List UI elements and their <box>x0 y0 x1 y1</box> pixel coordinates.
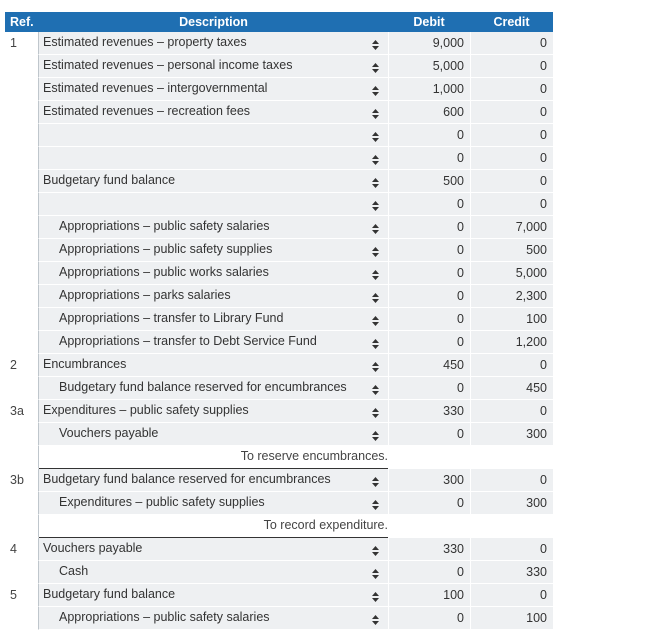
account-name: Estimated revenues – intergovernmental <box>43 81 268 95</box>
up-down-arrows-icon[interactable] <box>372 384 379 394</box>
debit-input[interactable]: 0 <box>388 239 470 262</box>
debit-input[interactable]: 0 <box>388 492 470 515</box>
account-name: Budgetary fund balance reserved for encumbrances <box>59 380 347 394</box>
account-select[interactable] <box>39 492 388 515</box>
debit-input[interactable]: 330 <box>388 538 470 561</box>
empty-cell <box>470 446 553 469</box>
up-down-arrows-icon[interactable] <box>372 108 379 118</box>
up-down-arrows-icon[interactable] <box>372 154 379 164</box>
journal-row <box>5 607 553 630</box>
up-down-arrows-icon[interactable] <box>372 430 379 440</box>
debit-input[interactable]: 0 <box>388 124 470 147</box>
account-name: Appropriations – public works salaries <box>59 265 269 279</box>
account-select[interactable] <box>39 193 388 216</box>
account-select[interactable] <box>39 377 388 400</box>
credit-input[interactable]: 0 <box>470 32 553 55</box>
credit-input[interactable]: 0 <box>470 193 553 216</box>
credit-input[interactable]: 1,200 <box>470 331 553 354</box>
debit-input[interactable]: 0 <box>388 147 470 170</box>
up-down-arrows-icon[interactable] <box>372 246 379 256</box>
ref-cell <box>5 262 39 285</box>
credit-input[interactable]: 0 <box>470 538 553 561</box>
credit-input[interactable]: 100 <box>470 308 553 331</box>
up-down-arrows-icon[interactable] <box>372 200 379 210</box>
account-select[interactable] <box>39 423 388 446</box>
account-select[interactable] <box>39 147 388 170</box>
account-select[interactable] <box>39 78 388 101</box>
account-select[interactable] <box>39 561 388 584</box>
ref-cell <box>5 561 39 584</box>
ref-cell <box>5 239 39 262</box>
debit-input[interactable]: 0 <box>388 262 470 285</box>
account-select[interactable] <box>39 55 388 78</box>
debit-input[interactable]: 0 <box>388 308 470 331</box>
credit-input[interactable]: 330 <box>470 561 553 584</box>
debit-input[interactable]: 500 <box>388 170 470 193</box>
up-down-arrows-icon[interactable] <box>372 361 379 371</box>
journal-row <box>5 147 553 170</box>
account-select[interactable] <box>39 285 388 308</box>
up-down-arrows-icon[interactable] <box>372 407 379 417</box>
up-down-arrows-icon[interactable] <box>372 62 379 72</box>
debit-input[interactable]: 5,000 <box>388 55 470 78</box>
credit-input[interactable]: 0 <box>470 400 553 423</box>
journal-note: To reserve encumbrances. <box>240 449 388 463</box>
account-name: Budgetary fund balance reserved for encumbrances <box>43 472 331 486</box>
empty-cell <box>388 446 470 469</box>
credit-input[interactable]: 300 <box>470 423 553 446</box>
account-select[interactable] <box>39 469 388 492</box>
journal-row <box>5 331 553 354</box>
up-down-arrows-icon[interactable] <box>372 223 379 233</box>
debit-input[interactable]: 300 <box>388 469 470 492</box>
up-down-arrows-icon[interactable] <box>372 131 379 141</box>
account-select[interactable] <box>39 101 388 124</box>
credit-input[interactable]: 0 <box>470 124 553 147</box>
debit-input[interactable]: 0 <box>388 561 470 584</box>
journal-row <box>5 55 553 78</box>
debit-input[interactable]: 0 <box>388 423 470 446</box>
journal-row <box>5 78 553 101</box>
account-select[interactable] <box>39 239 388 262</box>
journal-row <box>5 492 553 515</box>
account-select[interactable] <box>39 607 388 630</box>
ref-cell: 1 <box>5 32 39 55</box>
credit-input[interactable]: 0 <box>470 170 553 193</box>
account-select[interactable] <box>39 124 388 147</box>
account-select[interactable] <box>39 32 388 55</box>
ref-cell: 2 <box>5 354 39 377</box>
account-select[interactable] <box>39 538 388 561</box>
ref-cell: 3b <box>5 469 39 492</box>
ref-cell <box>5 331 39 354</box>
up-down-arrows-icon[interactable] <box>372 568 379 578</box>
col-header-ref: Ref. <box>5 12 39 32</box>
account-name: Budgetary fund balance <box>43 173 176 187</box>
ref-cell <box>5 55 39 78</box>
account-name: Cash <box>59 564 89 578</box>
col-header-credit: Credit <box>470 12 553 32</box>
debit-input[interactable]: 1,000 <box>388 78 470 101</box>
credit-input[interactable]: 450 <box>470 377 553 400</box>
account-name: Expenditures – public safety supplies <box>43 403 249 417</box>
journal-row <box>5 101 553 124</box>
empty-cell <box>470 515 553 538</box>
ref-cell <box>5 216 39 239</box>
journal-row <box>5 124 553 147</box>
account-select[interactable] <box>39 216 388 239</box>
account-name: Appropriations – transfer to Library Fund <box>59 311 284 325</box>
journal-row <box>5 423 553 446</box>
journal-row <box>5 285 553 308</box>
col-header-description: Description <box>39 12 388 32</box>
ref-cell <box>5 285 39 308</box>
debit-input[interactable]: 600 <box>388 101 470 124</box>
ref-cell: 3a <box>5 400 39 423</box>
up-down-arrows-icon[interactable] <box>372 614 379 624</box>
journal-entry-table <box>5 12 553 630</box>
journal-row <box>5 193 553 216</box>
ref-cell <box>5 193 39 216</box>
journal-note: To record expenditure. <box>263 518 388 532</box>
up-down-arrows-icon[interactable] <box>372 177 379 187</box>
debit-input[interactable]: 450 <box>388 354 470 377</box>
account-select[interactable] <box>39 170 388 193</box>
up-down-arrows-icon[interactable] <box>372 591 379 601</box>
journal-row <box>5 308 553 331</box>
credit-input[interactable]: 0 <box>470 55 553 78</box>
credit-input[interactable]: 100 <box>470 607 553 630</box>
debit-input[interactable]: 0 <box>388 285 470 308</box>
ref-cell <box>5 78 39 101</box>
ref-cell <box>5 377 39 400</box>
account-name: Appropriations – public safety supplies <box>59 242 273 256</box>
empty-cell <box>388 515 470 538</box>
account-name: Appropriations – public safety salaries <box>59 219 270 233</box>
journal-row <box>5 170 553 193</box>
journal-row <box>5 262 553 285</box>
account-select[interactable] <box>39 354 388 377</box>
journal-row <box>5 584 553 607</box>
ref-cell <box>5 607 39 630</box>
ref-cell <box>5 492 39 515</box>
ref-cell <box>5 147 39 170</box>
account-name: Appropriations – public safety salaries <box>59 610 270 624</box>
debit-input[interactable]: 0 <box>388 377 470 400</box>
journal-row <box>5 469 553 492</box>
debit-input[interactable]: 100 <box>388 584 470 607</box>
up-down-arrows-icon[interactable] <box>372 545 379 555</box>
up-down-arrows-icon[interactable] <box>372 292 379 302</box>
credit-input[interactable]: 7,000 <box>470 216 553 239</box>
account-name: Vouchers payable <box>43 541 143 555</box>
journal-note-row <box>5 515 553 538</box>
journal-note-row <box>5 446 553 469</box>
up-down-arrows-icon[interactable] <box>372 338 379 348</box>
account-select[interactable] <box>39 308 388 331</box>
credit-input[interactable]: 0 <box>470 101 553 124</box>
header-row <box>5 12 553 32</box>
credit-input[interactable]: 5,000 <box>470 262 553 285</box>
journal-row <box>5 239 553 262</box>
ref-cell: 5 <box>5 584 39 607</box>
ref-cell <box>5 170 39 193</box>
note-cell <box>39 515 388 538</box>
journal-row <box>5 377 553 400</box>
account-name: Estimated revenues – property taxes <box>43 35 247 49</box>
journal-row <box>5 561 553 584</box>
account-name: Estimated revenues – recreation fees <box>43 104 251 118</box>
account-select[interactable] <box>39 262 388 285</box>
debit-input[interactable]: 0 <box>388 607 470 630</box>
ref-cell <box>5 515 39 538</box>
up-down-arrows-icon[interactable] <box>372 499 379 509</box>
account-name: Vouchers payable <box>59 426 159 440</box>
up-down-arrows-icon[interactable] <box>372 476 379 486</box>
debit-input[interactable]: 0 <box>388 193 470 216</box>
journal-row <box>5 354 553 377</box>
ref-cell <box>5 124 39 147</box>
up-down-arrows-icon[interactable] <box>372 39 379 49</box>
credit-input[interactable]: 0 <box>470 147 553 170</box>
account-name: Appropriations – parks salaries <box>59 288 231 302</box>
account-select[interactable] <box>39 331 388 354</box>
debit-input[interactable]: 0 <box>388 216 470 239</box>
account-name: Budgetary fund balance <box>43 587 176 601</box>
account-name: Expenditures – public safety supplies <box>59 495 265 509</box>
credit-input[interactable]: 0 <box>470 584 553 607</box>
account-name: Appropriations – transfer to Debt Service Fund <box>59 334 317 348</box>
debit-input[interactable]: 9,000 <box>388 32 470 55</box>
credit-input[interactable]: 0 <box>470 469 553 492</box>
journal-row <box>5 216 553 239</box>
account-name: Encumbrances <box>43 357 127 371</box>
ref-cell <box>5 423 39 446</box>
up-down-arrows-icon[interactable] <box>372 315 379 325</box>
up-down-arrows-icon[interactable] <box>372 269 379 279</box>
journal-row <box>5 538 553 561</box>
ref-cell <box>5 308 39 331</box>
account-select[interactable] <box>39 400 388 423</box>
debit-input[interactable]: 330 <box>388 400 470 423</box>
up-down-arrows-icon[interactable] <box>372 85 379 95</box>
credit-input[interactable]: 500 <box>470 239 553 262</box>
account-select[interactable] <box>39 584 388 607</box>
note-cell <box>39 446 388 469</box>
credit-input[interactable]: 0 <box>470 78 553 101</box>
journal-row <box>5 32 553 55</box>
debit-input[interactable]: 0 <box>388 331 470 354</box>
ref-cell: 4 <box>5 538 39 561</box>
journal-row <box>5 400 553 423</box>
col-header-debit: Debit <box>388 12 470 32</box>
account-name: Estimated revenues – personal income taxes <box>43 58 293 72</box>
credit-input[interactable]: 0 <box>470 354 553 377</box>
ref-cell <box>5 101 39 124</box>
credit-input[interactable]: 300 <box>470 492 553 515</box>
ref-cell <box>5 446 39 469</box>
credit-input[interactable]: 2,300 <box>470 285 553 308</box>
